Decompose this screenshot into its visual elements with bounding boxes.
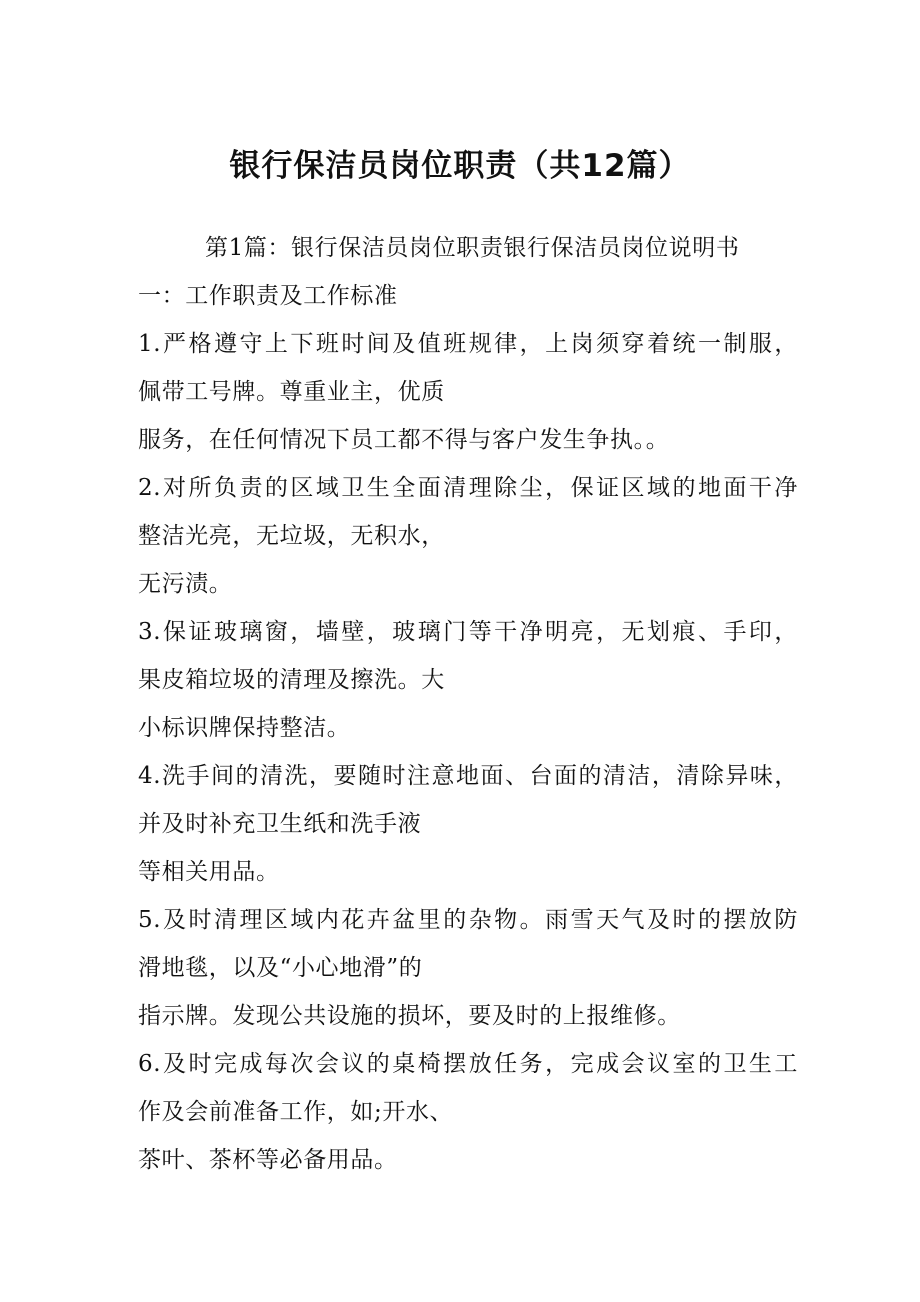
item-4-line-3: 等相关用品。 [138, 859, 280, 885]
item-6-line-3: 茶叶、茶杯等必备用品。 [138, 1147, 398, 1173]
item-1-line-3: 服务，在任何情况下员工都不得与客户发生争执。。 [138, 427, 670, 453]
item-5-line-2: 滑地毯，以及“小心地滑”的 [138, 955, 423, 981]
chapter-heading: 第1篇：银行保洁员岗位职责银行保洁员岗位说明书 [205, 235, 740, 261]
item-1-line-2: 佩带工号牌。尊重业主，优质 [138, 379, 445, 405]
item-2-line-2: 整洁光亮，无垃圾，无积水， [138, 523, 445, 549]
item-1-line-1: 1.严格遵守上下班时间及值班规律，上岗须穿着统一制服， [138, 331, 798, 357]
item-5-line-1: 5.及时清理区域内花卉盆里的杂物。雨雪天气及时的摆放防 [138, 907, 798, 933]
item-2-line-1: 2.对所负责的区域卫生全面清理除尘，保证区域的地面干净 [138, 475, 798, 501]
item-3-line-2: 果皮箱垃圾的清理及擦洗。大 [138, 667, 445, 693]
item-4-line-1: 4.洗手间的清洗，要随时注意地面、台面的清洁，清除异味， [138, 763, 798, 789]
section-heading: 一：工作职责及工作标准 [138, 283, 398, 309]
document-title: 银行保洁员岗位职责（共12篇） [229, 148, 691, 184]
item-3-line-1: 3.保证玻璃窗，墙壁，玻璃门等干净明亮，无划痕、手印， [138, 619, 798, 645]
item-6-line-2: 作及会前准备工作，如;开水、 [138, 1099, 454, 1125]
item-3-line-3: 小标识牌保持整洁。 [138, 715, 351, 741]
item-4-line-2: 并及时补充卫生纸和洗手液 [138, 811, 422, 837]
item-5-line-3: 指示牌。发现公共设施的损坏，要及时的上报维修。 [138, 1003, 681, 1029]
item-2-line-3: 无污渍。 [138, 571, 233, 597]
item-6-line-1: 6.及时完成每次会议的桌椅摆放任务，完成会议室的卫生工 [138, 1051, 798, 1077]
